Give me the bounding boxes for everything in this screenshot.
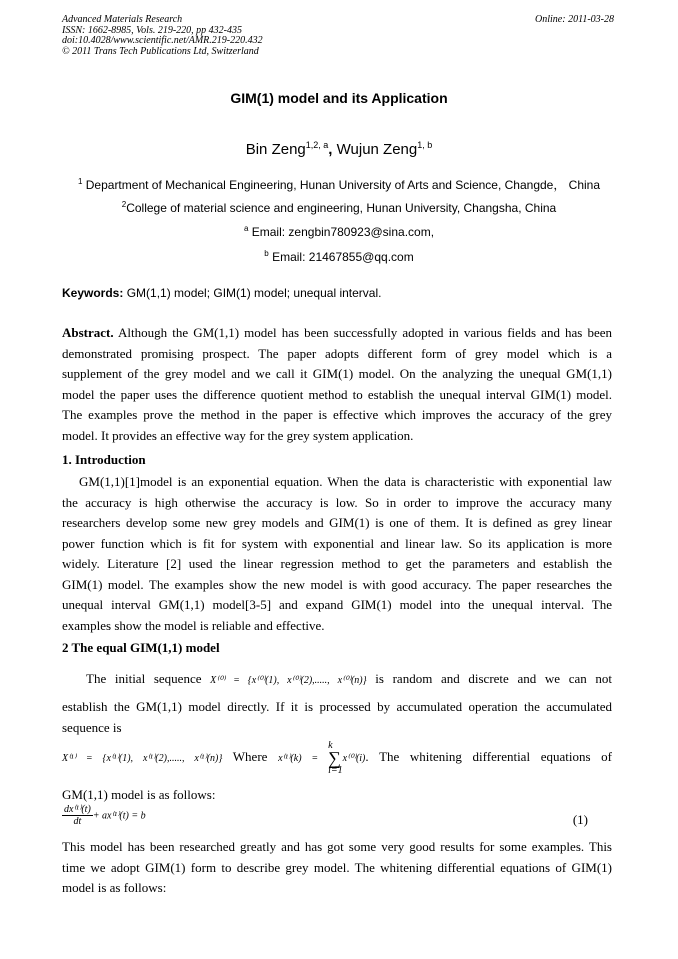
author-line bbox=[0, 140, 678, 158]
keywords bbox=[62, 286, 381, 300]
accumulated-sequence-line bbox=[62, 741, 612, 775]
body-line: widely. Literature [2] used the linear regression method to get the parameters and establish the bbox=[62, 556, 612, 571]
body-line: the accuracy is high otherwise the accuracy is low. So in order to improve the accuracy many bbox=[62, 494, 612, 510]
email-b bbox=[0, 249, 678, 264]
equation-1-rest: + ax⁽¹⁾(t) = b bbox=[92, 810, 146, 822]
body-line: examples show the model is reliable and effective. bbox=[62, 617, 325, 633]
affiliation-1 bbox=[0, 176, 678, 193]
body-line: GIM(1) model. The examples show the new model is with good accuracy. The paper researches the bbox=[62, 576, 612, 592]
derivative-fraction: $\frac{\text{dx⁽¹⁾(t)}}{dt}$ bbox=[64, 804, 91, 827]
email-b-text: Email: 21467855@qq.com bbox=[272, 250, 414, 264]
keywords-label: Keywords: bbox=[62, 286, 124, 300]
equation-1 bbox=[62, 804, 146, 827]
journal-issn: ISSN: 1662-8985, Vols. 219-220, pp 432-435 bbox=[62, 24, 242, 36]
journal-name: Advanced Materials Research bbox=[62, 14, 183, 25]
equation-1-number: (1) bbox=[572, 812, 588, 827]
affiliation-1-text: Department of Mechanical Engineering, Hunan University of Arts and Science, Changde， China bbox=[85, 178, 601, 192]
author-2-name: Wujun Zeng bbox=[336, 141, 418, 158]
author-comma: , bbox=[328, 141, 337, 158]
body-line: X⁽¹⁾ = {x⁽¹⁾(1), x⁽¹⁾(2),....., x⁽¹⁾(n)} Where x⁽¹⁾(k) = k ∑ i=1 x⁽⁰⁾(i). The whitening differential equations of bbox=[62, 740, 613, 776]
affiliation-1-sup: 1 bbox=[77, 177, 83, 186]
email-a bbox=[0, 224, 678, 239]
abstract-line: Abstract. Although the GM(1,1) model has been successfully adopted in various fields and has been bbox=[62, 325, 612, 340]
abstract-line: model. It provides an effective way for the grey system application. bbox=[62, 427, 414, 443]
section-1-body bbox=[62, 472, 612, 636]
summation-symbol: k ∑ i=1 bbox=[328, 740, 343, 776]
body-line: establish the GM(1,1) model directly. If it is processed by accumulated operation the accumulated bbox=[62, 699, 612, 714]
body-line: GM(1,1)[1]model is an exponential equation. When the data is characteristic with exponential law bbox=[79, 474, 612, 489]
section-2-para-1 bbox=[62, 668, 612, 692]
body-line: time we adopt GIM(1) form to describe grey model. The whitening differential equations of GIM(1) bbox=[62, 859, 612, 875]
body-line: This model has been researched greatly and has got some very good results for some examples. This bbox=[62, 839, 612, 854]
accumulated-sequence-formula: X⁽¹⁾ = {x⁽¹⁾(1), x⁽¹⁾(2),....., x⁽¹⁾(n)} bbox=[62, 752, 223, 764]
abstract-line: model the paper uses the difference quotient method to establish the unequal interval GIM(1) model. bbox=[62, 386, 612, 402]
section-1-heading: 1. Introduction bbox=[62, 452, 146, 467]
online-date: Online: 2011-03-28 bbox=[535, 14, 614, 25]
author-2-sup: 1, b bbox=[417, 140, 433, 150]
section-2-heading: 2 The equal GIM(1,1) model bbox=[62, 640, 220, 655]
affiliation-2 bbox=[0, 200, 678, 215]
abstract-line: The examples prove the method in the paper is effective which improves the accuracy of the grey bbox=[62, 407, 612, 422]
gm-line: GM(1,1) model is as follows: bbox=[62, 787, 216, 802]
author-1-name: Bin Zeng bbox=[245, 141, 306, 158]
body-line: The initial sequence X⁽⁰⁾ = {x⁽⁰⁾(1), x⁽⁰⁾(2),....., x⁽⁰⁾(n)} is random and discrete and we can not bbox=[86, 671, 612, 686]
body-line: model is as follows: bbox=[62, 880, 167, 895]
email-a-text: Email: zengbin780923@sina.com, bbox=[251, 225, 435, 239]
email-b-sup: b bbox=[264, 249, 269, 258]
author-1-sup: 1,2, a bbox=[305, 140, 329, 150]
section-2-para-1-cont bbox=[62, 697, 612, 738]
body-line: sequence is bbox=[62, 719, 122, 735]
body-line: unequal interval GM(1,1) model[3-5] and expand GIM(1) model into the unequal interval. The bbox=[62, 597, 612, 612]
affiliation-2-sup: 2 bbox=[121, 200, 127, 209]
abstract-line: demonstrated promising prospect. The paper adopts different form of grey model which is a bbox=[62, 345, 612, 361]
body-line: power function which is fit for system with exponential and linear law. So its application is more bbox=[62, 535, 612, 551]
body-line: researchers develop some new grey models and GIM(1) is one of them. It is defined as grey linear bbox=[62, 515, 612, 530]
initial-sequence-formula: X⁽⁰⁾ = {x⁽⁰⁾(1), x⁽⁰⁾(2),....., x⁽⁰⁾(n)} bbox=[210, 675, 367, 686]
affiliation-2-text: College of material science and engineering, Hunan University, Changsha, China bbox=[126, 201, 557, 215]
paper-title: GIM(1) model and its Application bbox=[230, 90, 448, 106]
abstract bbox=[62, 323, 612, 446]
section-2-para-2 bbox=[62, 837, 612, 899]
email-a-sup: a bbox=[243, 224, 249, 233]
journal-doi: doi:10.4028/www.scientific.net/AMR.219-220.432 bbox=[62, 35, 263, 46]
journal-header bbox=[62, 15, 263, 57]
abstract-label: Abstract. bbox=[62, 325, 114, 340]
journal-copyright: © 2011 Trans Tech Publications Ltd, Switzerland bbox=[62, 45, 259, 57]
keywords-text: GM(1,1) model; GIM(1) model; unequal interval. bbox=[123, 286, 382, 300]
abstract-line: supplement of the grey model and we call it GIM(1) model. On the analyzing the unequal GM(1,1) bbox=[62, 366, 612, 381]
